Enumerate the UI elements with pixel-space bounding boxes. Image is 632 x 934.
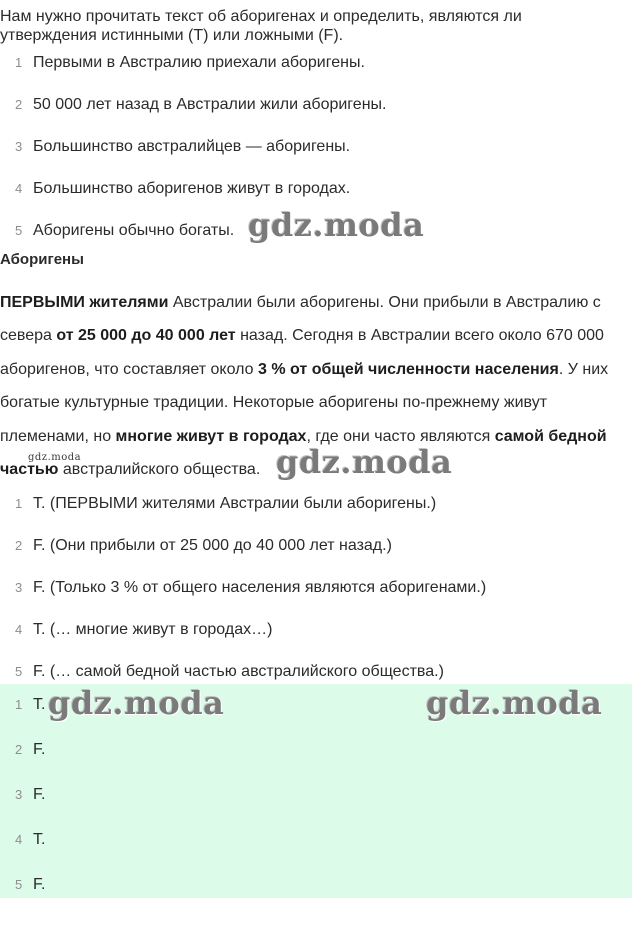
paragraph-text: назад. Сегодня в Австралии всего около 670 000 аборигенов, что составляет около bbox=[0, 327, 604, 378]
intro-line: Нам нужно прочитать текст об аборигенах и определить, являются ли bbox=[0, 8, 522, 25]
item-number: 2 bbox=[15, 97, 23, 112]
item-number: 5 bbox=[15, 664, 23, 679]
intro-line-cropped bbox=[0, 27, 632, 46]
item-number: 3 bbox=[15, 580, 23, 595]
watermark-small: gdz.moda bbox=[28, 452, 82, 463]
item-number: 4 bbox=[15, 622, 23, 637]
paragraph-text: Австралии были аборигены. Они прибыли в Австралию с севера bbox=[0, 294, 601, 345]
item-text: F. bbox=[33, 876, 46, 893]
bold-text: самой бедной частью bbox=[0, 427, 607, 479]
item-text: Большинство австралийцев — аборигены. bbox=[33, 138, 351, 155]
item-text: F. (Только 3 % от общего населения являются аборигенами.) bbox=[33, 579, 487, 596]
answers-block bbox=[0, 684, 632, 898]
paragraph-text: австралийского общества. bbox=[58, 461, 261, 479]
item-number: 2 bbox=[15, 742, 23, 757]
item-text: T. bbox=[33, 831, 46, 848]
item-text: T. (ПЕРВЫМИ жителями Австралии были аборигены.) bbox=[33, 495, 437, 512]
item-number: 5 bbox=[15, 877, 23, 892]
item-text: Большинство аборигенов живут в городах. bbox=[33, 180, 351, 197]
item-text: F. (… самой бедной частью австралийского общества.) bbox=[33, 663, 444, 680]
bold-text: многие живут в городах bbox=[115, 427, 307, 445]
item-text: Первыми в Австралию приехали аборигены. bbox=[33, 54, 365, 71]
item-number: 2 bbox=[15, 538, 23, 553]
watermark-logo: gdz.moda bbox=[248, 206, 425, 244]
watermark-logo: gdz.moda bbox=[48, 684, 225, 722]
item-number: 1 bbox=[15, 496, 23, 511]
article-title: Аборигены bbox=[0, 251, 84, 268]
item-text: F. bbox=[33, 741, 46, 758]
item-text: F. (Они прибыли от 25 000 до 40 000 лет назад.) bbox=[33, 537, 392, 554]
bold-text: от 25 000 до 40 000 лет bbox=[56, 327, 236, 345]
item-text: T. (… многие живут в городах…) bbox=[33, 621, 273, 638]
item-text: Аборигены обычно богаты. bbox=[33, 222, 235, 239]
watermark-logo: gdz.moda bbox=[426, 684, 603, 722]
item-number: 5 bbox=[15, 223, 23, 238]
item-number: 1 bbox=[15, 697, 23, 712]
paragraph-text: . У них богатые культурные традиции. Некоторые аборигены по-прежнему живут племенами, но bbox=[0, 360, 609, 445]
item-number: 3 bbox=[15, 787, 23, 802]
paragraph-text: , где они часто являются bbox=[306, 427, 495, 445]
item-text: 50 000 лет назад в Австралии жили аборигены. bbox=[33, 96, 387, 113]
bold-text: ПЕРВЫМИ жителями bbox=[0, 294, 169, 311]
item-number: 4 bbox=[15, 181, 23, 196]
bold-text: 3 % от общей численности населения bbox=[258, 360, 559, 378]
item-number: 4 bbox=[15, 832, 23, 847]
item-number: 3 bbox=[15, 139, 23, 154]
watermark-logo: gdz.moda bbox=[276, 443, 453, 481]
intro-line-2: утверждения истинными (T) или ложными (F). bbox=[0, 27, 344, 44]
item-text: F. bbox=[33, 786, 46, 803]
item-text: T. bbox=[33, 696, 46, 713]
item-number: 1 bbox=[15, 55, 23, 70]
